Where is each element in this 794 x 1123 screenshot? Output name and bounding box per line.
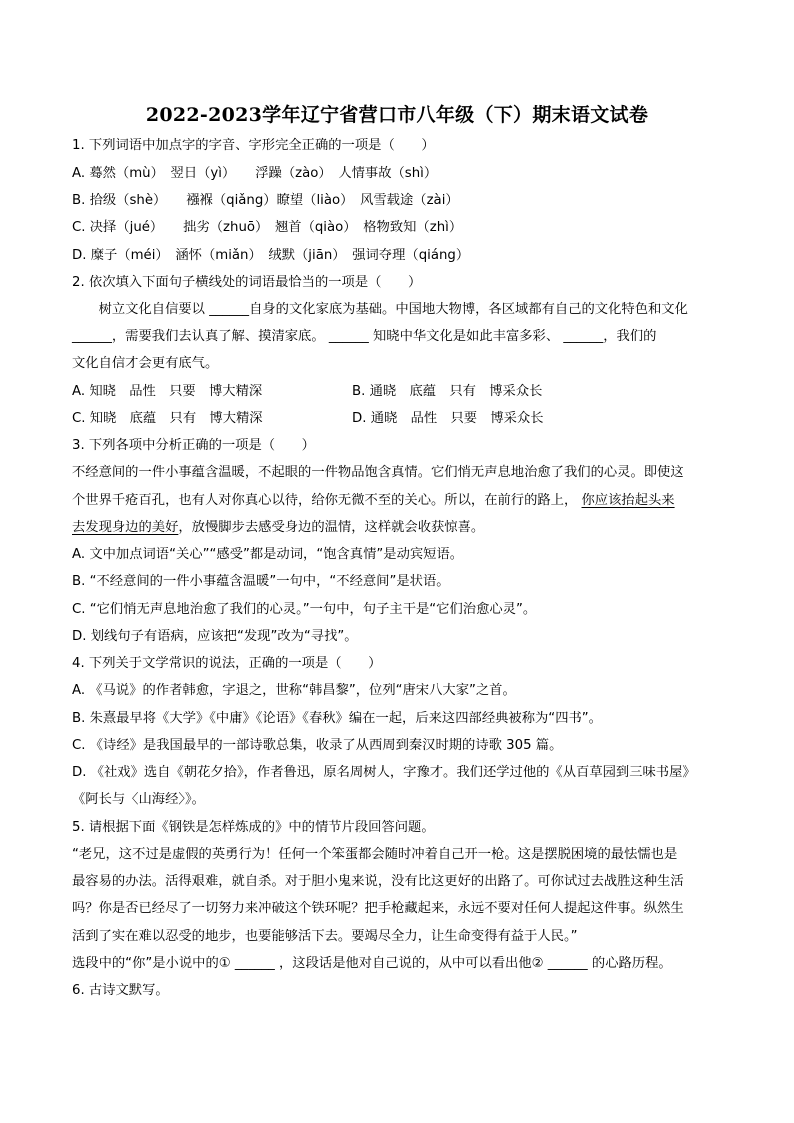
q5-passage-line: 吗？你是否已经尽了一切努力来冲破这个铁环呢？把手枪藏起来，永远不要对任何人提起这件事。纵然生 [72,901,684,916]
q5-question: 选段中的“你”是小说中的① ______ ，这段话是他对自己说的，从中可以看出他② ______ 的心路历程。 [72,956,672,971]
q1-option-b: B. 拾级（shè） 襁褓（qiǎng）瞭望（liào） 风雪载途（zài） [72,193,459,208]
q3-passage-line [72,492,675,510]
q3-option-c: C. “它们悄无声息地治愈了我们的心灵。”一句中，句子主干是“它们治愈心灵”。 [72,602,537,617]
q3-passage-text: 个世界千疮百孔，也有人对你真心以待，给你无微不至的关心。所以，在前行的路上， [72,493,578,508]
q3-passage-line [72,519,484,537]
q5-stem: 5. 请根据下面《钢铁是怎样炼成的》中的情节片段回答问题。 [72,820,435,835]
q5-passage-line: “老兄，这不过是虚假的英勇行为！任何一个笨蛋都会随时冲着自己开一枪。这是摆脱困境的最怯懦也是 [72,847,678,862]
q4-option-b: B. 朱熹最早将《大学》《中庸》《论语》《春秋》编在一起，后来这四部经典被称为“四书”。 [72,711,602,726]
q4-option-d: D. 《社戏》选自《朝花夕拾》，作者鲁迅，原名周树人，字豫才。我们还学过他的《从百草园到三味书屋》 [72,765,696,780]
q2-option-a: A. 知晓 品性 只要 博大精深 [72,384,263,399]
q5-passage-line: 最容易的办法。活得艰难，就自杀。对于胆小鬼来说，没有比这更好的出路了。可你试过去战胜这种生活 [72,874,684,889]
q1-option-d: D. 糜子（méi） 涵怀（miǎn） 绒默（jiān） 强词夺理（qiáng） [72,248,470,263]
q4-option-c: C. 《诗经》是我国最早的一部诗歌总集，收录了从西周到秦汉时期的诗歌 305 篇。 [72,738,563,753]
q3-stem: 3. 下列各项中分析正确的一项是（ ） [72,438,315,453]
q3-option-a: A. 文中加点词语“关心”“感受”都是动词，“饱含真情”是动宾短语。 [72,547,464,562]
page-title: 2022-2023学年辽宁省营口市八年级（下）期末语文试卷 [145,104,649,126]
q3-option-b: B. “不经意间的一件小事蕴含温暖”一句中，“不经意间”是状语。 [72,574,450,589]
q3-passage-line: 不经意间的一件小事蕴含温暖，不起眼的一件物品饱含真情。它们悄无声息地治愈了我们的心灵。即使这 [72,465,684,480]
q2-option-c: C. 知晓 底蕴 只有 博大精深 [72,411,263,426]
q3-underlined-sentence: 你应该抬起头来 [581,493,675,508]
q3-passage-text: ，放慢脚步去感受身边的温情，这样就会收获惊喜。 [178,520,485,535]
q1-option-a: A. 蓦然（mù） 翌日（yì） 浮躁（zào） 人情事故（shì） [72,166,438,181]
q4-option-a: A. 《马说》的作者韩愈，字退之，世称“韩昌黎”，位列“唐宋八大家”之首。 [72,683,516,698]
q4-stem: 4. 下列关于文学常识的说法，正确的一项是（ ） [72,656,382,671]
q1-stem: 1. 下列词语中加点字的字音、字形完全正确的一项是（ ） [72,138,435,153]
q4-option-d-cont: 《阿长与〈山海经〉》。 [72,792,205,807]
q1-option-c: C. 决择（jué） 拙劣（zhuō） 翘首（qiào） 格物致知（zhì） [72,220,463,235]
q5-passage-line: 活到了实在难以忍受的地步，也要能够活下去。要竭尽全力，让生命变得有益于人民。” [72,929,578,944]
q2-passage-line: ______，需要我们去认真了解、摸清家底。 ______ 知晓中华文化是如此丰富多彩、 ______，我们的 [72,329,657,344]
q6-stem: 6. 古诗文默写。 [72,983,169,998]
q2-stem: 2. 依次填入下面句子横线处的词语最恰当的一项是（ ） [72,275,422,290]
q2-option-d: D. 通晓 品性 只要 博采众长 [352,411,544,426]
q2-option-b: B. 通晓 底蕴 只有 博采众长 [352,384,543,399]
q2-passage-line: 树立文化自信要以 ______自身的文化家底为基础。中国地大物博，各区域都有自己的文化特色和文化 [72,302,688,317]
q3-underlined-sentence: 去发现身边的美好 [72,520,179,535]
q3-option-d: D. 划线句子有语病，应该把“发现”改为“寻找”。 [72,629,358,644]
q2-passage-line: 文化自信才会更有底气。 [72,356,219,371]
